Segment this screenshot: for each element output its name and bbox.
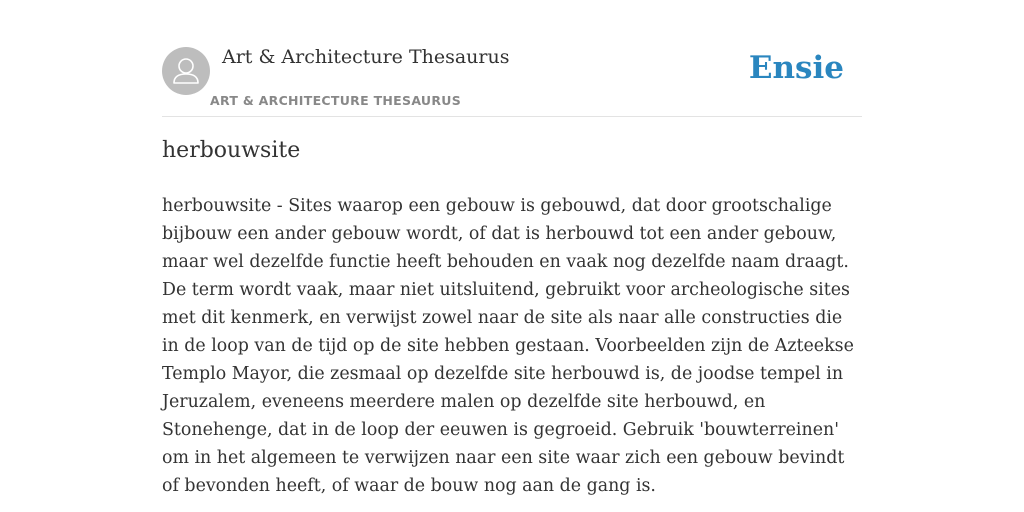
- entry-term: herbouwsite: [162, 138, 301, 163]
- source-subtitle[interactable]: ART & ARCHITECTURE THESAURUS: [210, 93, 462, 108]
- source-header: [162, 46, 862, 117]
- brand-logo[interactable]: Ensie: [748, 50, 844, 86]
- source-title[interactable]: Art & Architecture Thesaurus: [222, 46, 510, 68]
- entry-definition: herbouwsite - Sites waarop een gebouw is gebouwd, dat door grootschalige bijbouw een ander gebouw wordt, of dat is herbouwd tot een ander gebouw, maar wel dezelfde functie heeft behouden en vaak nog dezelfde naam draagt. De term wordt vaak, maar niet uitsluitend, gebruikt voor archeologische sites met dit kenmerk, en verwijst zowel naar de site als naar alle constructies die in de loop van de tijd op de site hebben gestaan. Voorbeelden zijn de Azteekse Templo Mayor, die zesmaal op dezelfde site herbouwd is, de joodse tempel in Jeruzalem, eveneens meerdere malen op dezelfde site herbouwd, en Stonehenge, dat in de loop der eeuwen is gegroeid. Gebruik 'bouwterreinen' om in het algemeen te verwijzen naar een site waar zich een gebouw bevindt of bevonden heeft, of waar de bouw nog aan de gang is.: [162, 196, 854, 496]
- user-icon[interactable]: [162, 47, 210, 95]
